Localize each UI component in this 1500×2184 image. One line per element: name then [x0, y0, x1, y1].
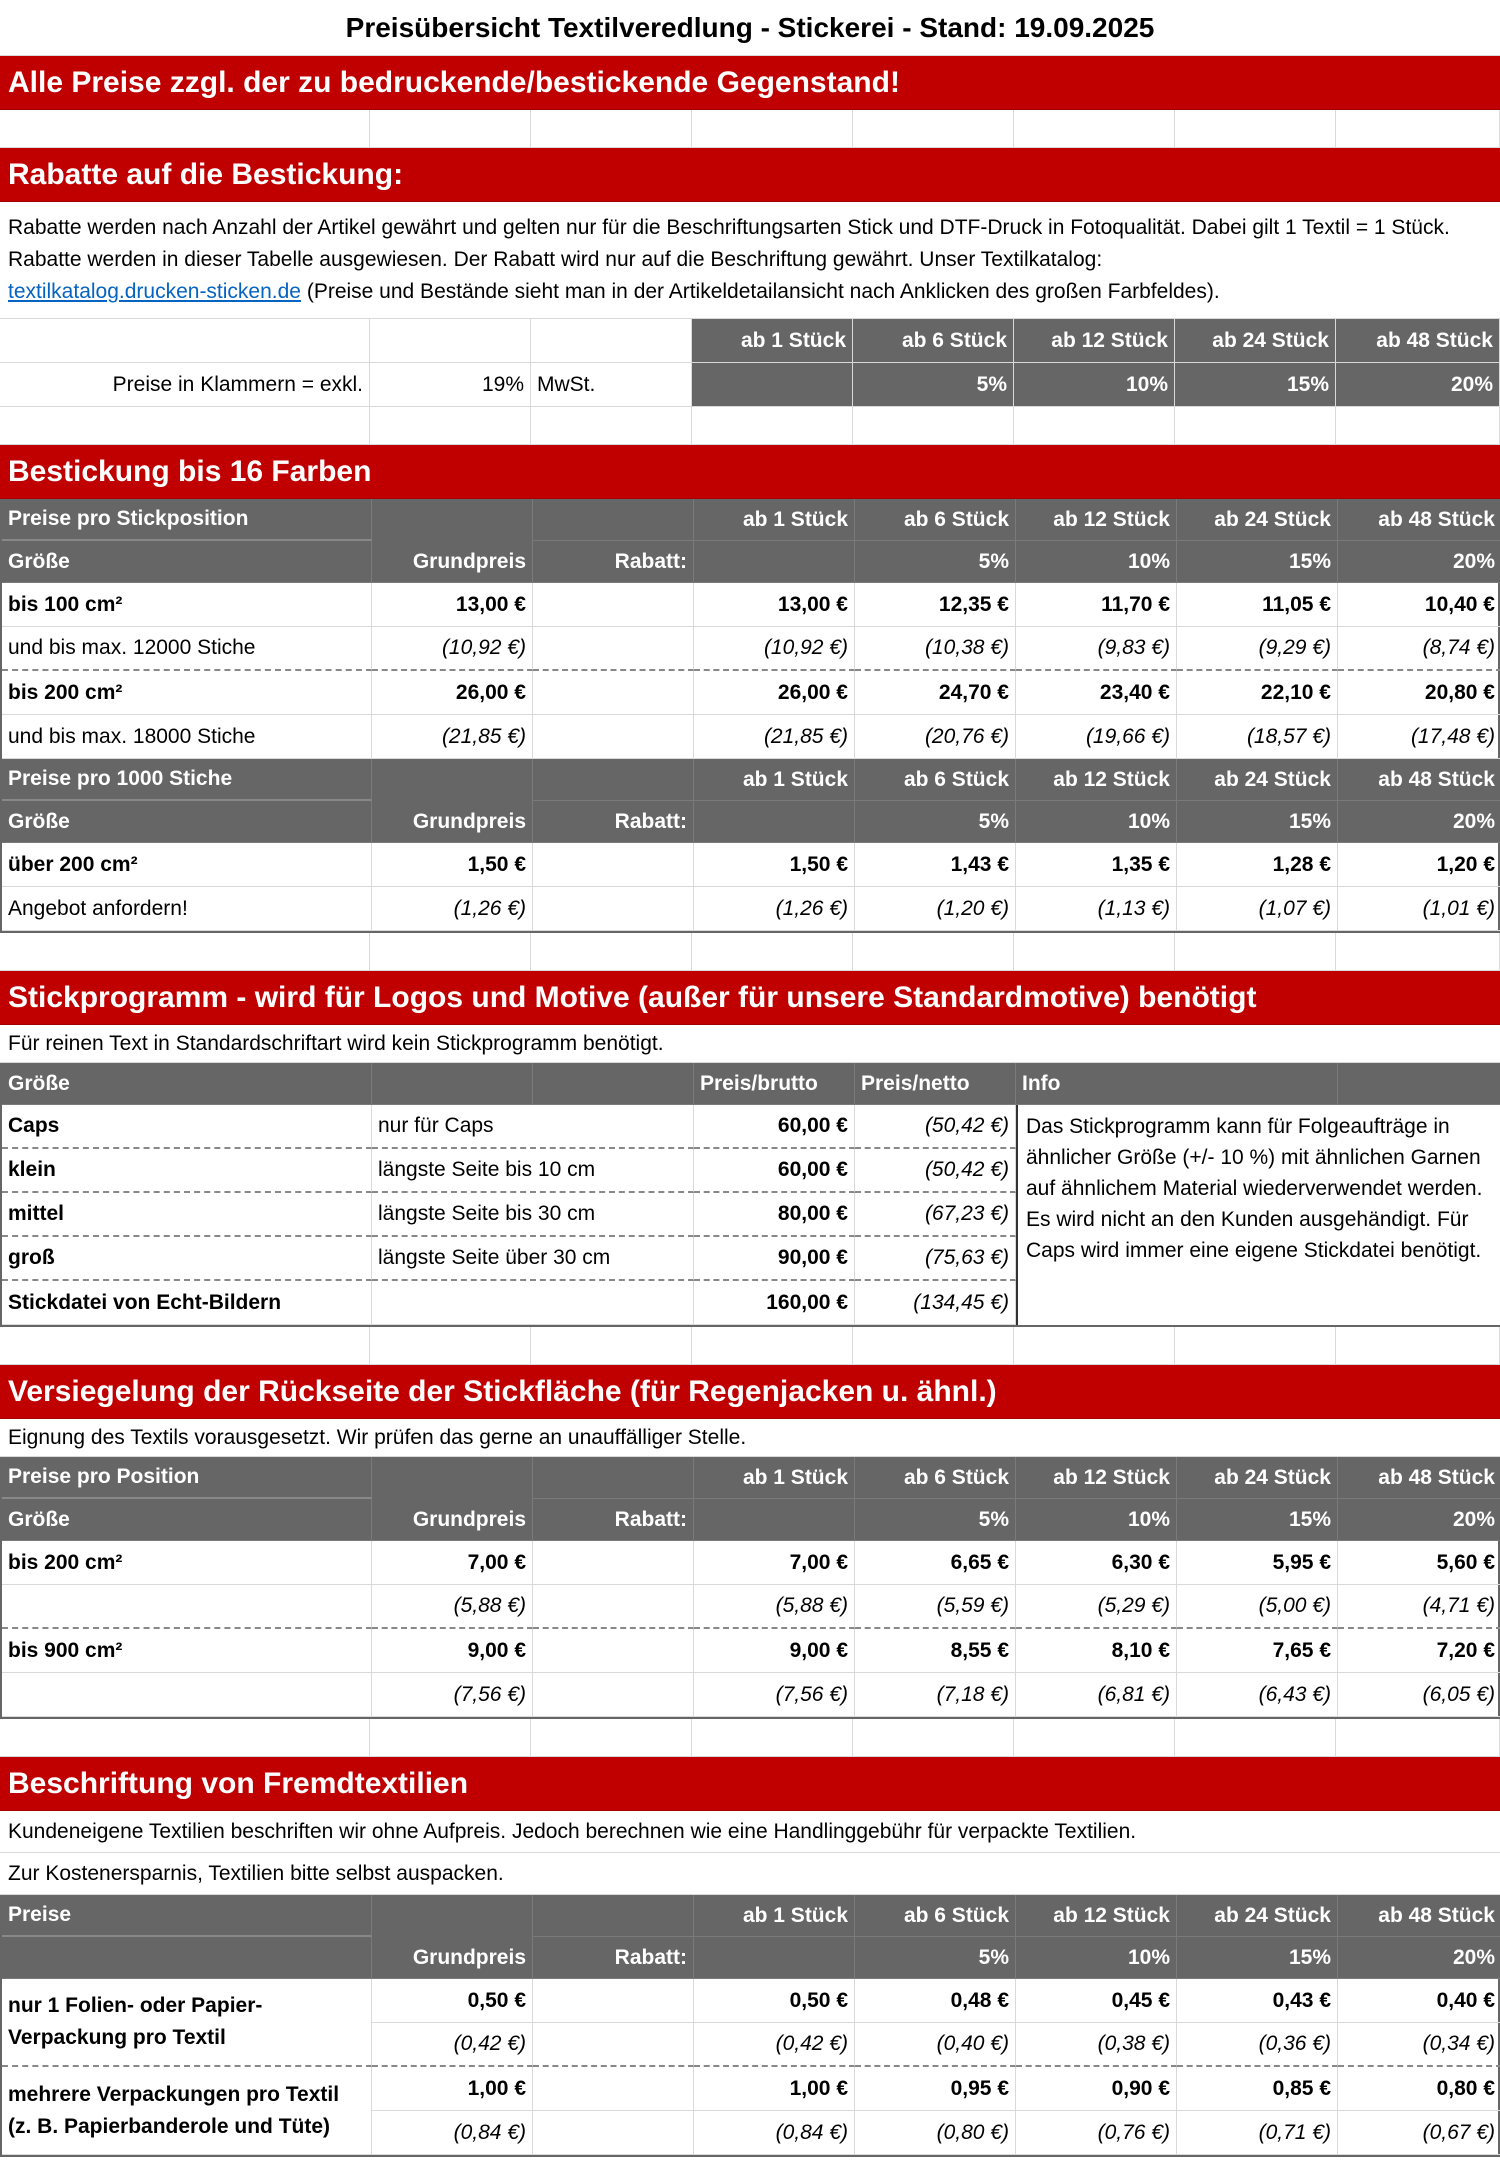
net-tier-price: (10,92 €)	[694, 627, 855, 671]
net-tier-price: (10,38 €)	[855, 627, 1016, 671]
price-row	[2, 2067, 1498, 2155]
net-tier-price: (5,29 €)	[1016, 1585, 1177, 1629]
header-blank	[372, 1457, 533, 1499]
program-netto: (75,63 €)	[855, 1237, 1016, 1281]
tier-header: ab 12 Stück	[1014, 319, 1175, 363]
net-tier-price: (1,26 €)	[694, 887, 855, 931]
stickprogramm-rows	[2, 1105, 1498, 1325]
net-base-price: (0,84 €)	[372, 2111, 533, 2155]
rabatt-blank	[533, 1979, 694, 2023]
discount-cell	[692, 363, 853, 407]
tier-price: 0,80 €	[1338, 2067, 1500, 2111]
net-tier-price: (21,85 €)	[694, 715, 855, 759]
tier-price: 0,40 €	[1338, 1979, 1500, 2023]
net-tier-price: (9,83 €)	[1016, 627, 1177, 671]
stickprogramm-info: Das Stickprogramm kann für Folgeaufträge in ähnlicher Größe (+/- 10 %) mit ähnlichen Garnen auf ähnlichem Material wiederverwendet werden. Es wird nicht an den Kunden ausgehändigt. Für Caps wird immer eine eigene Stickdatei benötigt.	[1016, 1105, 1500, 1325]
tier-header: ab 48 Stück	[1338, 1895, 1500, 1937]
net-tier-price: (6,43 €)	[1177, 1673, 1338, 1717]
tier-price: 10,40 €	[1338, 583, 1500, 627]
size-header	[2, 1937, 372, 1979]
tier-header: ab 12 Stück	[1016, 759, 1177, 801]
versiegelung-note: Eignung des Textils vorausgesetzt. Wir prüfen das gerne an unauffälliger Stelle.	[0, 1419, 1500, 1457]
tier-header-row	[2, 1457, 1498, 1499]
discount-cell: 10%	[1014, 363, 1175, 407]
tier-price: 1,35 €	[1016, 843, 1177, 887]
net-tier-price: (0,38 €)	[1016, 2023, 1177, 2067]
tier-header: ab 6 Stück	[853, 319, 1014, 363]
net-tier-price: (0,40 €)	[855, 2023, 1016, 2067]
base-price: 9,00 €	[372, 1629, 533, 1673]
net-tier-price: (1,13 €)	[1016, 887, 1177, 931]
banner: Alle Preise zzgl. der zu bedruckende/bestickende Gegenstand!	[0, 56, 1500, 110]
net-tier-price: (0,76 €)	[1016, 2111, 1177, 2155]
base-price: 26,00 €	[372, 671, 533, 715]
tier-price: 0,50 €	[694, 1979, 855, 2023]
discount-cell: 20%	[1338, 1499, 1500, 1541]
rabatt-blank	[533, 627, 694, 671]
header-blank	[533, 1895, 694, 1937]
fremd-heading: Beschriftung von Fremdtextilien	[0, 1757, 1500, 1811]
tier-price: 7,20 €	[1338, 1629, 1500, 1673]
tier-header: ab 12 Stück	[1016, 1457, 1177, 1499]
size-label: über 200 cm²	[2, 843, 372, 887]
price-row	[2, 843, 1498, 887]
blank-row	[0, 1327, 1500, 1365]
rabatt-header: Rabatt:	[533, 541, 694, 583]
rabatt-blank	[533, 887, 694, 931]
tier-header: ab 48 Stück	[1338, 1457, 1500, 1499]
vat-label: Preise in Klammern = exkl.	[0, 363, 370, 407]
program-description: nur für Caps	[372, 1105, 694, 1149]
discount-cell: 5%	[855, 1937, 1016, 1979]
tier-header: ab 24 Stück	[1177, 1457, 1338, 1499]
rabatt-blank	[533, 1673, 694, 1717]
tier-price: 6,30 €	[1016, 1541, 1177, 1585]
discount-header-row	[2, 1499, 1498, 1541]
header-blank	[533, 499, 694, 541]
bestickung-heading: Bestickung bis 16 Farben	[0, 445, 1500, 499]
tier-price: 0,85 €	[1177, 2067, 1338, 2111]
tier-price: 8,55 €	[855, 1629, 1016, 1673]
program-brutto: 80,00 €	[694, 1193, 855, 1237]
net-tier-price: (7,18 €)	[855, 1673, 1016, 1717]
tier-header-row	[2, 1895, 1498, 1937]
base-price: 0,50 €	[372, 1979, 533, 2023]
program-description: längste Seite bis 10 cm	[372, 1149, 694, 1193]
tier-header: ab 24 Stück	[1177, 499, 1338, 541]
tier-price: 20,80 €	[1338, 671, 1500, 715]
header-blank	[533, 759, 694, 801]
discount-cell: 5%	[855, 541, 1016, 583]
base-price: 13,00 €	[372, 583, 533, 627]
size-label: bis 200 cm²	[2, 671, 372, 715]
header-blank	[372, 499, 533, 541]
versiegelung-heading: Versiegelung der Rückseite der Stickfläche (für Regenjacken u. ähnl.)	[0, 1365, 1500, 1419]
tier-header-row	[2, 759, 1498, 801]
discount-cell	[694, 1499, 855, 1541]
net-base-price: (1,26 €)	[372, 887, 533, 931]
page-title: Preisübersicht Textilveredlung - Stickerei - Stand: 19.09.2025	[0, 0, 1500, 56]
tier-price: 0,90 €	[1016, 2067, 1177, 2111]
tier-price: 0,45 €	[1016, 1979, 1177, 2023]
rabatt-blank	[533, 1629, 694, 1673]
program-description: längste Seite bis 30 cm	[372, 1193, 694, 1237]
tier-header: ab 24 Stück	[1177, 1895, 1338, 1937]
versiegelung-table	[0, 1457, 1500, 1719]
base-price: 7,00 €	[372, 1541, 533, 1585]
tier-price: 9,00 €	[694, 1629, 855, 1673]
discount-cell: 10%	[1016, 801, 1177, 843]
base-price: 1,50 €	[372, 843, 533, 887]
tier-header: ab 12 Stück	[1016, 1895, 1177, 1937]
net-tier-price: (5,00 €)	[1177, 1585, 1338, 1629]
net-tier-price: (0,34 €)	[1338, 2023, 1500, 2067]
discount-header-row	[2, 801, 1498, 843]
vat-rate: 19%	[370, 363, 531, 407]
blank-row	[0, 407, 1500, 445]
stickprogramm-heading: Stickprogramm - wird für Logos und Motive (außer für unsere Standardmotive) benötigt	[0, 971, 1500, 1025]
size-header: Größe	[2, 801, 372, 843]
net-tier-price: (8,74 €)	[1338, 627, 1500, 671]
size-label: bis 900 cm²	[2, 1629, 372, 1673]
net-tier-price: (0,80 €)	[855, 2111, 1016, 2155]
tier-header-row	[2, 499, 1498, 541]
section-subheading: Preise	[2, 1895, 372, 1937]
net-base-price: (21,85 €)	[372, 715, 533, 759]
net-tier-price: (0,71 €)	[1177, 2111, 1338, 2155]
price-row	[2, 1541, 1498, 1585]
net-tier-price: (6,05 €)	[1338, 1673, 1500, 1717]
tier-header: ab 48 Stück	[1336, 319, 1500, 363]
header-blank	[372, 1895, 533, 1937]
net-tier-price: (0,67 €)	[1338, 2111, 1500, 2155]
rabatte-heading: Rabatte auf die Bestickung:	[0, 148, 1500, 202]
discount-cell: 15%	[1177, 1499, 1338, 1541]
rabatte-text	[0, 202, 1500, 319]
tier-header: ab 6 Stück	[855, 1895, 1016, 1937]
discount-cell: 20%	[1336, 363, 1500, 407]
tier-header: ab 24 Stück	[1175, 319, 1336, 363]
program-size-label: Stickdatei von Echt-Bildern	[2, 1281, 372, 1325]
tier-price: 8,10 €	[1016, 1629, 1177, 1673]
program-brutto: 90,00 €	[694, 1237, 855, 1281]
rabatt-blank	[533, 583, 694, 627]
discount-header-row	[2, 1937, 1498, 1979]
net-tier-price: (0,42 €)	[694, 2023, 855, 2067]
rabatt-blank	[533, 2023, 694, 2067]
stickprogramm-table	[0, 1063, 1500, 1327]
size-label: nur 1 Folien- oder Papier-Verpackung pro Textil	[2, 1979, 372, 2067]
textilkatalog-link[interactable]: textilkatalog.drucken-sticken.de	[8, 280, 301, 303]
discount-cell: 15%	[1175, 363, 1336, 407]
size-note	[2, 1585, 372, 1629]
net-tier-price: (17,48 €)	[1338, 715, 1500, 759]
header-size: Größe	[2, 1063, 372, 1105]
size-header: Größe	[2, 1499, 372, 1541]
discount-cell: 15%	[1177, 541, 1338, 583]
net-base-price: (5,88 €)	[372, 1585, 533, 1629]
tier-header: ab 48 Stück	[1338, 499, 1500, 541]
size-note: und bis max. 12000 Stiche	[2, 627, 372, 671]
header-info: Info	[1016, 1063, 1177, 1105]
tier-price: 1,00 €	[694, 2067, 855, 2111]
size-label: mehrere Verpackungen pro Textil (z. B. Papierbanderole und Tüte)	[2, 2067, 372, 2155]
rabatt-blank	[533, 715, 694, 759]
tier-price: 13,00 €	[694, 583, 855, 627]
program-netto: (50,42 €)	[855, 1105, 1016, 1149]
net-price-row	[2, 887, 1498, 931]
rabatt-header: Rabatt:	[533, 1499, 694, 1541]
header-blank	[533, 1457, 694, 1499]
program-size-label: Caps	[2, 1105, 372, 1149]
net-tier-price: (19,66 €)	[1016, 715, 1177, 759]
net-tier-price: (1,01 €)	[1338, 887, 1500, 931]
rabatte-tier-row	[0, 319, 1500, 363]
tier-price: 5,60 €	[1338, 1541, 1500, 1585]
price-row	[2, 583, 1498, 627]
program-brutto: 160,00 €	[694, 1281, 855, 1325]
stickprogramm-header-row	[2, 1063, 1498, 1105]
stickprogramm-note: Für reinen Text in Standardschriftart wird kein Stickprogramm benötigt.	[0, 1025, 1500, 1063]
base-price: 1,00 €	[372, 2067, 533, 2111]
net-tier-price: (9,29 €)	[1177, 627, 1338, 671]
tier-header: ab 24 Stück	[1177, 759, 1338, 801]
header-brutto: Preis/brutto	[694, 1063, 855, 1105]
tier-price: 23,40 €	[1016, 671, 1177, 715]
tier-price: 1,28 €	[1177, 843, 1338, 887]
rabatt-blank	[533, 1541, 694, 1585]
rabatt-blank	[533, 671, 694, 715]
net-price-row	[2, 627, 1498, 671]
size-label: bis 200 cm²	[2, 1541, 372, 1585]
price-row	[2, 1629, 1498, 1673]
blank-row	[0, 110, 1500, 148]
net-price-row	[2, 1585, 1498, 1629]
program-description: längste Seite über 30 cm	[372, 1237, 694, 1281]
net-tier-price: (20,76 €)	[855, 715, 1016, 759]
section-subheading: Preise pro 1000 Stiche	[2, 759, 372, 801]
tier-price: 5,95 €	[1177, 1541, 1338, 1585]
discount-cell: 20%	[1338, 1937, 1500, 1979]
discount-cell: 15%	[1177, 1937, 1338, 1979]
tier-price: 1,50 €	[694, 843, 855, 887]
rabatt-blank	[533, 1585, 694, 1629]
tier-price: 0,48 €	[855, 1979, 1016, 2023]
program-netto: (134,45 €)	[855, 1281, 1016, 1325]
tier-header: ab 48 Stück	[1338, 759, 1500, 801]
tier-header: ab 12 Stück	[1016, 499, 1177, 541]
net-price-row	[2, 1673, 1498, 1717]
vat-suffix: MwSt.	[531, 363, 692, 407]
grundpreis-header: Grundpreis	[372, 801, 533, 843]
section-subheading: Preise pro Stickposition	[2, 499, 372, 541]
net-base-price: (7,56 €)	[372, 1673, 533, 1717]
program-size-label: mittel	[2, 1193, 372, 1237]
header-netto: Preis/netto	[855, 1063, 1016, 1105]
price-row	[2, 671, 1498, 715]
net-tier-price: (1,07 €)	[1177, 887, 1338, 931]
program-brutto: 60,00 €	[694, 1149, 855, 1193]
fremd-note-1: Kundeneigene Textilien beschriften wir ohne Aufpreis. Jedoch berechnen wie eine Handlinggebühr für verpackte Textilien.	[0, 1811, 1500, 1853]
discount-cell	[694, 1937, 855, 1979]
net-tier-price: (18,57 €)	[1177, 715, 1338, 759]
size-header: Größe	[2, 541, 372, 583]
size-note: und bis max. 18000 Stiche	[2, 715, 372, 759]
discount-cell	[694, 541, 855, 583]
tier-header: ab 1 Stück	[694, 1895, 855, 1937]
tier-price: 7,00 €	[694, 1541, 855, 1585]
net-base-price: (10,92 €)	[372, 627, 533, 671]
program-description	[372, 1281, 694, 1325]
tier-price: 7,65 €	[1177, 1629, 1338, 1673]
program-netto: (67,23 €)	[855, 1193, 1016, 1237]
discount-cell	[694, 801, 855, 843]
rabatt-header: Rabatt:	[533, 801, 694, 843]
rabatt-blank	[533, 2067, 694, 2111]
discount-cell: 10%	[1016, 541, 1177, 583]
fremd-table	[0, 1895, 1500, 2157]
blank-row	[0, 933, 1500, 971]
program-brutto: 60,00 €	[694, 1105, 855, 1149]
tier-price: 1,43 €	[855, 843, 1016, 887]
tier-price: 24,70 €	[855, 671, 1016, 715]
tier-price: 11,05 €	[1177, 583, 1338, 627]
discount-cell: 10%	[1016, 1499, 1177, 1541]
net-tier-price: (5,88 €)	[694, 1585, 855, 1629]
discount-cell: 20%	[1338, 541, 1500, 583]
program-size-label: klein	[2, 1149, 372, 1193]
discount-cell: 5%	[855, 1499, 1016, 1541]
net-tier-price: (0,36 €)	[1177, 2023, 1338, 2067]
discount-cell: 10%	[1016, 1937, 1177, 1979]
tier-price: 1,20 €	[1338, 843, 1500, 887]
net-tier-price: (6,81 €)	[1016, 1673, 1177, 1717]
tier-price: 12,35 €	[855, 583, 1016, 627]
net-base-price: (0,42 €)	[372, 2023, 533, 2067]
discount-cell: 5%	[855, 801, 1016, 843]
section-subheading: Preise pro Position	[2, 1457, 372, 1499]
size-label: bis 100 cm²	[2, 583, 372, 627]
tier-price: 6,65 €	[855, 1541, 1016, 1585]
header-blank	[372, 759, 533, 801]
tier-header: ab 1 Stück	[692, 319, 853, 363]
size-note: Angebot anfordern!	[2, 887, 372, 931]
tier-header: ab 6 Stück	[855, 499, 1016, 541]
program-netto: (50,42 €)	[855, 1149, 1016, 1193]
price-row	[2, 1979, 1498, 2067]
fremd-note-2: Zur Kostenersparnis, Textilien bitte selbst auspacken.	[0, 1853, 1500, 1895]
discount-cell: 15%	[1177, 801, 1338, 843]
net-tier-price: (4,71 €)	[1338, 1585, 1500, 1629]
blank-row	[0, 1719, 1500, 1757]
discount-cell: 20%	[1338, 801, 1500, 843]
net-price-row	[2, 715, 1498, 759]
tier-header: ab 6 Stück	[855, 759, 1016, 801]
grundpreis-header: Grundpreis	[372, 1937, 533, 1979]
tier-header: ab 1 Stück	[694, 1457, 855, 1499]
grundpreis-header: Grundpreis	[372, 1499, 533, 1541]
net-tier-price: (5,59 €)	[855, 1585, 1016, 1629]
rabatt-header: Rabatt:	[533, 1937, 694, 1979]
rabatte-description: Rabatte werden nach Anzahl der Artikel gewährt und gelten nur für die Beschriftungsarten Stick und DTF-Druck in Fotoqualität. Dabei gilt 1 Textil = 1 Stück. Rabatte werden in dieser Tabelle ausgewiesen. Der Rabatt wird nur auf die Beschriftung gewährt. Unser Textilkatalog:	[8, 216, 1450, 271]
net-tier-price: (0,84 €)	[694, 2111, 855, 2155]
tier-price: 0,95 €	[855, 2067, 1016, 2111]
rabatt-blank	[533, 2111, 694, 2155]
net-tier-price: (1,20 €)	[855, 887, 1016, 931]
bestickung-table	[0, 499, 1500, 933]
discount-cell: 5%	[853, 363, 1014, 407]
tier-header: ab 6 Stück	[855, 1457, 1016, 1499]
rabatte-description-after: (Preise und Bestände sieht man in der Artikeldetailansicht nach Anklicken des großen Farbfeldes).	[301, 280, 1220, 303]
rabatt-blank	[533, 843, 694, 887]
size-note	[2, 1673, 372, 1717]
grundpreis-header: Grundpreis	[372, 541, 533, 583]
tier-header: ab 1 Stück	[694, 499, 855, 541]
tier-price: 0,43 €	[1177, 1979, 1338, 2023]
tier-price: 22,10 €	[1177, 671, 1338, 715]
discount-header-row	[2, 541, 1498, 583]
rabatte-discount-row	[0, 363, 1500, 407]
tier-price: 26,00 €	[694, 671, 855, 715]
net-tier-price: (7,56 €)	[694, 1673, 855, 1717]
tier-header: ab 1 Stück	[694, 759, 855, 801]
program-size-label: groß	[2, 1237, 372, 1281]
tier-price: 11,70 €	[1016, 583, 1177, 627]
